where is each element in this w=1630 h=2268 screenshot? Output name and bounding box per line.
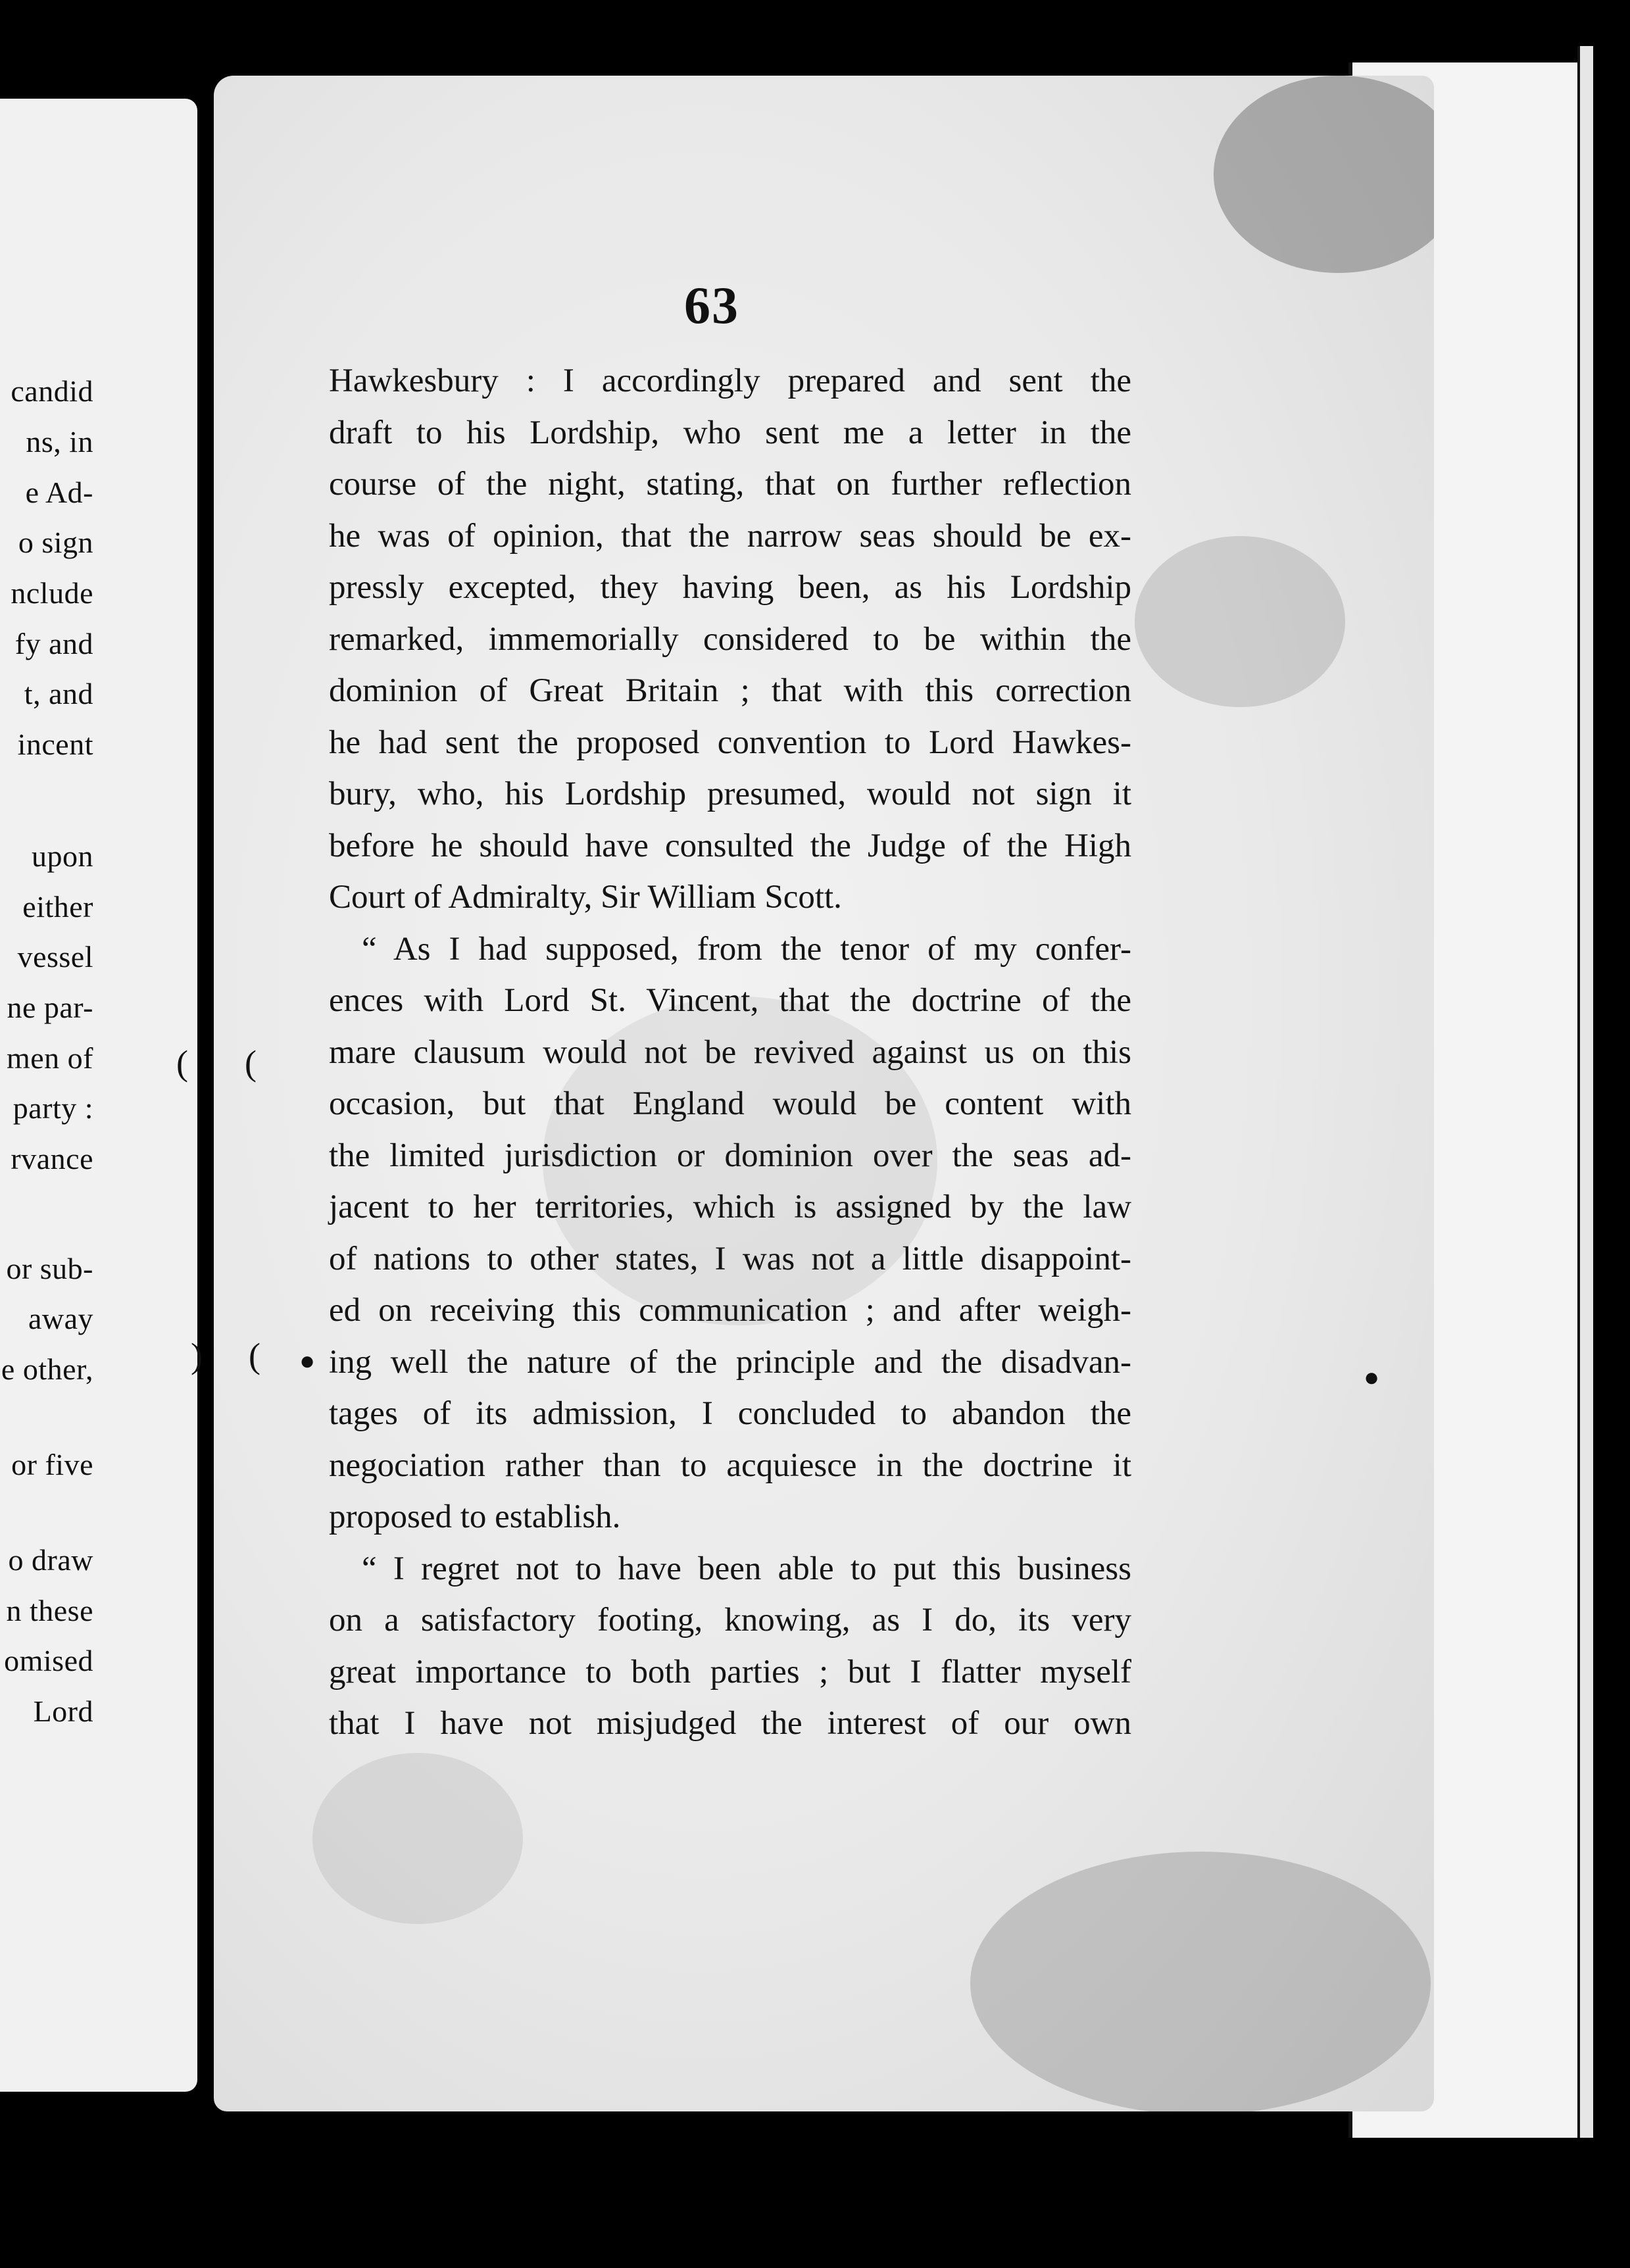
text-line: course of the night, stating, that on further reflection [329,466,1131,503]
left-fragment-line: e Ad- [25,476,93,509]
page-edge [1577,46,1593,2138]
page-number: 63 [684,277,739,335]
text-line: pressly excepted, they having been, as his Lordship [329,569,1131,606]
left-fragment-line: or five [11,1448,93,1481]
left-fragment-line: fy and [14,627,93,660]
foxing-stain [1135,536,1345,707]
left-fragment-line: ns, in [26,425,93,458]
text-line: great importance to both parties ; but I flatter myself [329,1653,1131,1690]
text-line: before he should have consulted the Judge of the High [329,827,1131,864]
text-line: ences with Lord St. Vincent, that the doctrine of the [329,982,1131,1019]
left-fragment-line: omised [4,1644,93,1677]
left-fragment-line: o sign [18,526,93,559]
text-line: negociation rather than to acquiesce in the doctrine it [329,1446,1131,1484]
text-line: mare clausum would not be revived against us on this [329,1033,1131,1071]
text-line: occasion, but that England would be content with [329,1085,1131,1122]
text-line: jacent to her territories, which is assigned by the law [329,1189,1131,1225]
left-page-fragment [0,99,197,2092]
left-fragment-line: ne par- [7,991,93,1024]
gutter-mark: ( [245,1043,257,1083]
left-fragment-line: incent [17,727,93,761]
gutter-mark: ● [1364,1362,1380,1392]
page-body-text [329,355,1131,1750]
left-fragment-line: n these [6,1594,93,1627]
left-fragment-line: upon [32,839,93,873]
left-fragment-line: nclude [11,576,93,610]
text-line: ed on receiving this communication ; and after weigh- [329,1292,1131,1329]
text-line: “ As I had supposed, from the tenor of my confer- [362,930,1131,968]
text-line: ing well the nature of the principle and the disadvan- [329,1343,1131,1381]
text-line: he was of opinion, that the narrow seas should be ex- [329,517,1131,555]
text-line: that I have not misjudged the interest of our own [329,1705,1131,1742]
foxing-stain [1214,76,1434,273]
text-line: Court of Admiralty, Sir William Scott. [329,879,842,916]
foxing-stain [312,1753,523,1924]
foxing-stain [970,1852,1431,2111]
text-line: draft to his Lordship, who sent me a letter in the [329,414,1131,451]
text-line: bury, who, his Lordship presumed, would not sign it [329,776,1131,812]
left-fragment-line: rvance [11,1142,93,1175]
left-fragment-line: or sub- [6,1252,93,1285]
left-fragment-line: vessel [17,940,93,974]
gutter-mark: ) [191,1336,203,1375]
left-fragment-line: o draw [8,1543,93,1577]
text-line: dominion of Great Britain ; that with this correction [329,672,1131,709]
left-fragment-line: t, and [24,677,93,710]
text-line: remarked, immemorially considered to be within the [329,620,1131,658]
text-line: Hawkesbury : I accordingly prepared and sent the [329,362,1131,399]
left-fragment-line: Lord [33,1694,93,1728]
gutter-mark: ( [176,1043,188,1083]
left-fragment-line: men of [6,1041,93,1075]
text-line: the limited jurisdiction or dominion over the seas ad- [329,1137,1131,1174]
left-fragment-line: either [22,890,93,924]
gutter-mark: ( [249,1336,260,1375]
text-line: proposed to establish. [329,1498,621,1535]
left-fragment-line: party : [12,1091,93,1125]
left-fragment-line: e other, [1,1352,93,1386]
text-line: he had sent the proposed convention to Lord Hawkes- [329,724,1131,761]
text-line: tages of its admission, I concluded to abandon the [329,1395,1131,1432]
text-line: of nations to other states, I was not a little disappoint- [329,1240,1131,1277]
gutter-mark: ● [299,1346,316,1375]
left-fragment-line: away [28,1302,93,1335]
text-line: on a satisfactory footing, knowing, as I do, its very [329,1602,1131,1639]
text-line: “ I regret not to have been able to put this business [362,1550,1131,1587]
left-fragment-line: candid [11,374,93,408]
